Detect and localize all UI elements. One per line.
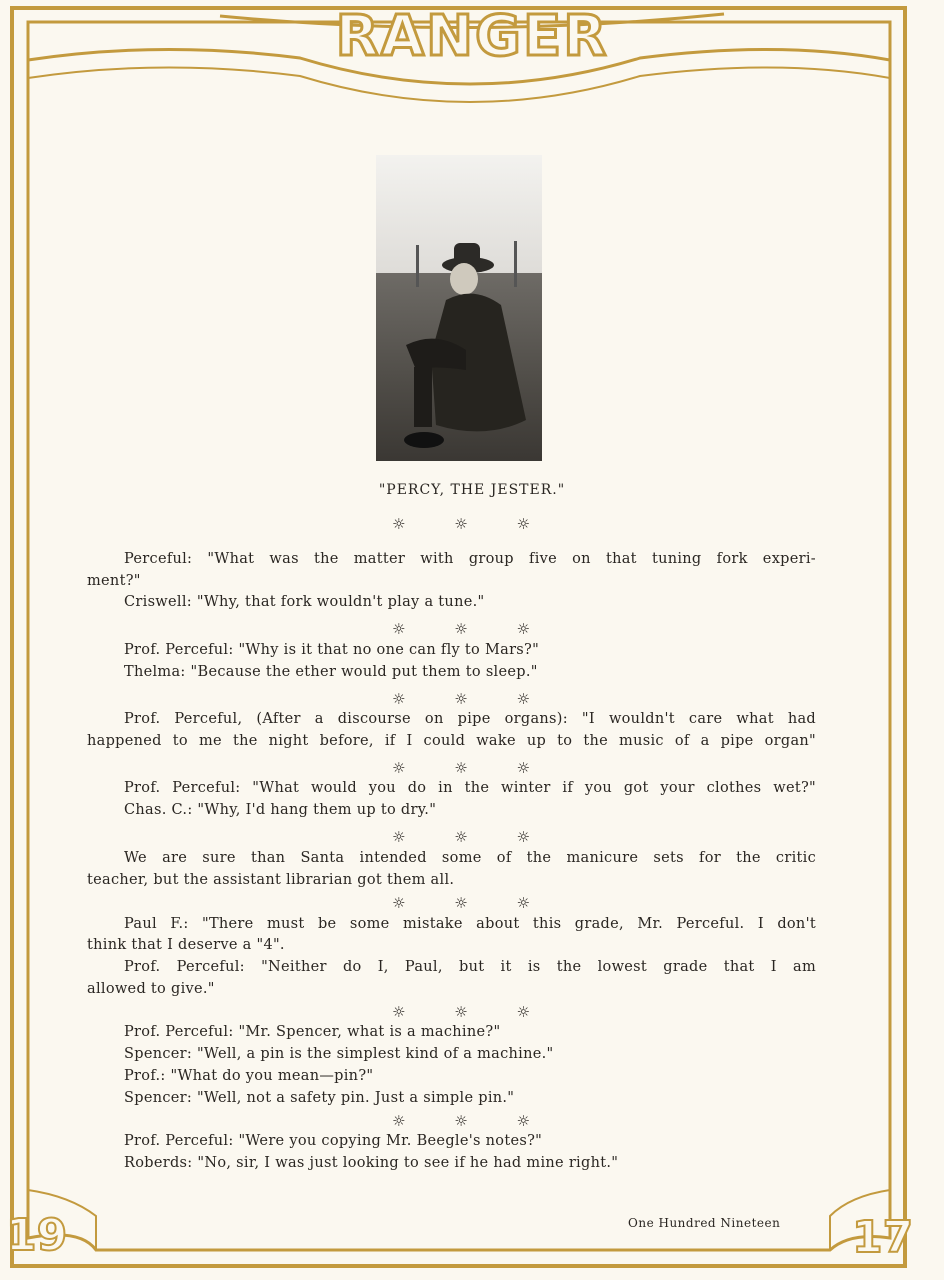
text-line: Prof. Perceful, (After a discourse on pipe organs): "I wouldn't care what had xyxy=(124,711,816,727)
photo-caption: "PERCY, THE JESTER." xyxy=(378,482,566,498)
text-line: Prof. Perceful: "Were you copying Mr. Beegle's notes?" xyxy=(124,1133,543,1149)
text-line: Prof. Perceful: "Why is it that no one can fly to Mars?" xyxy=(124,642,540,658)
text-line: Spencer: "Well, a pin is the simplest kind of a machine." xyxy=(124,1046,554,1062)
yearbook-title: RANGER xyxy=(335,4,609,69)
text-line: We are sure than Santa intended some of the manicure sets for the critic xyxy=(124,850,816,866)
year-right: 17 xyxy=(852,1212,914,1263)
portrait-photo xyxy=(376,155,542,461)
text-line: Perceful: "What was the matter with group five on that tuning fork experi- xyxy=(124,551,816,567)
text-line: Spencer: "Well, not a safety pin. Just a simple pin." xyxy=(124,1090,515,1106)
text-line: teacher, but the assistant librarian got them all. xyxy=(87,872,455,888)
separator: ☼ ☼ ☼ xyxy=(392,759,552,777)
text-line: allowed to give." xyxy=(87,981,215,997)
text-line: Roberds: "No, sir, I was just looking to see if he had mine right." xyxy=(124,1155,619,1171)
separator: ☼ ☼ ☼ xyxy=(392,1112,552,1130)
separator: ☼ ☼ ☼ xyxy=(392,828,552,846)
separator: ☼ ☼ ☼ xyxy=(392,690,552,708)
text-line: Prof. Perceful: "Mr. Spencer, what is a machine?" xyxy=(124,1024,501,1040)
page-number-label: One Hundred Nineteen xyxy=(628,1216,781,1230)
text-line: Prof. Perceful: "What would you do in the winter if you got your clothes wet?" xyxy=(124,780,816,796)
year-left: 19 xyxy=(6,1210,68,1261)
text-line: think that I deserve a "4". xyxy=(87,937,285,953)
separator: ☼ ☼ ☼ xyxy=(392,620,552,638)
separator: ☼ ☼ ☼ xyxy=(392,515,552,533)
separator: ☼ ☼ ☼ xyxy=(392,894,552,912)
separator: ☼ ☼ ☼ xyxy=(392,1003,552,1021)
text-line: Prof.: "What do you mean—pin?" xyxy=(124,1068,374,1084)
text-line: Criswell: "Why, that fork wouldn't play a tune." xyxy=(124,594,485,610)
text-line: ment?" xyxy=(87,573,141,589)
text-line: Thelma: "Because the ether would put them to sleep." xyxy=(124,664,538,680)
text-line: Chas. C.: "Why, I'd hang them up to dry." xyxy=(124,802,437,818)
text-line: Paul F.: "There must be some mistake about this grade, Mr. Perceful. I don't xyxy=(124,916,816,932)
text-line: happened to me the night before, if I could wake up to the music of a pipe organ" xyxy=(87,733,816,749)
text-line: Prof. Perceful: "Neither do I, Paul, but it is the lowest grade that I am xyxy=(124,959,816,975)
